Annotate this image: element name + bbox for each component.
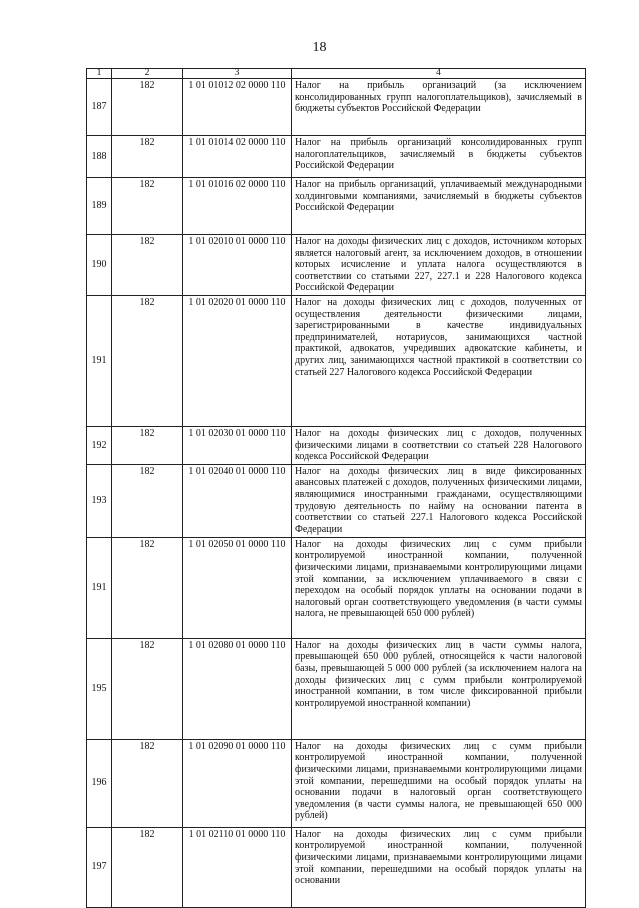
budget-classification-table — [86, 68, 586, 908]
table-row — [87, 235, 586, 296]
budget-classification-code: 1 01 01014 02 0000 110 — [183, 136, 292, 178]
budget-classification-code: 1 01 01016 02 0000 110 — [183, 178, 292, 235]
budget-classification-code: 1 01 01012 02 0000 110 — [183, 79, 292, 136]
row-number: 196 — [87, 739, 112, 827]
row-number: 197 — [87, 827, 112, 907]
income-description: Налог на доходы физических лиц в виде фиксированных авансовых платежей с доходов, полученных физическими лицами, являющимися иностранными гражданами, осуществляющими трудовую деятельность по найму на основании патента в соответствии со статьей 227.1 Налогового кодекса Российской Федерации — [292, 464, 586, 537]
admin-code: 182 — [112, 235, 183, 296]
table-header-row — [87, 69, 586, 79]
income-description: Налог на доходы физических лиц с сумм прибыли контролируемой иностранной компании, полученной физическими лицами, признаваемыми контролирующими лицами этой компании, за исключением уплачиваемого в связи с переходом на особый порядок уплаты на основании подачи в налоговый орган соответствующего уведомления (в части суммы налога, не превышающей 650 000 рублей) — [292, 537, 586, 638]
admin-code: 182 — [112, 739, 183, 827]
table-row — [87, 136, 586, 178]
row-number: 192 — [87, 426, 112, 464]
table-row — [87, 739, 586, 827]
row-number: 195 — [87, 638, 112, 739]
table-row — [87, 537, 586, 638]
page-number: 18 — [312, 40, 327, 55]
budget-classification-code: 1 01 02010 01 0000 110 — [183, 235, 292, 296]
admin-code: 182 — [112, 178, 183, 235]
table-row — [87, 638, 586, 739]
row-number: 193 — [87, 464, 112, 537]
table-row — [87, 464, 586, 537]
budget-classification-code: 1 01 02020 01 0000 110 — [183, 295, 292, 426]
admin-code: 182 — [112, 136, 183, 178]
row-number: 188 — [87, 136, 112, 178]
table-row — [87, 827, 586, 907]
budget-classification-code: 1 01 02050 01 0000 110 — [183, 537, 292, 638]
header-col-1: 1 — [87, 69, 112, 79]
row-number: 189 — [87, 178, 112, 235]
row-number: 191 — [87, 537, 112, 638]
income-description: Налог на доходы физических лиц в части суммы налога, превышающей 650 000 рублей, относящейся к части налоговой базы, превышающей 5 000 000 рублей (за исключением налога на доходы физических лиц с сумм прибыли контролируемой иностранной компании, в том числе фиксированной прибыли контролируемой иностранной компании) — [292, 638, 586, 739]
admin-code: 182 — [112, 295, 183, 426]
row-number: 190 — [87, 235, 112, 296]
table-row — [87, 178, 586, 235]
admin-code: 182 — [112, 79, 183, 136]
budget-classification-code: 1 01 02030 01 0000 110 — [183, 426, 292, 464]
header-col-2: 2 — [112, 69, 183, 79]
budget-classification-code: 1 01 02110 01 0000 110 — [183, 827, 292, 907]
table-row — [87, 79, 586, 136]
income-description: Налог на прибыль организаций консолидированных групп налогоплательщиков, зачисляемый в бюджеты субъектов Российской Федерации — [292, 136, 586, 178]
income-description: Налог на доходы физических лиц с доходов, полученных физическими лицами в соответствии со статьей 228 Налогового кодекса Российской Федерации — [292, 426, 586, 464]
income-description: Налог на доходы физических лиц с доходов, источником которых является налоговый агент, за исключением доходов, в отношении которых исчисление и уплата налога осуществляются в соответствии со статьями 227, 227.1 и 228 Налогового кодекса Российской Федерации — [292, 235, 586, 296]
income-description: Налог на доходы физических лиц с сумм прибыли контролируемой иностранной компании, полученной физическими лицами, признаваемыми контролирующими лицами этой компании, перешедшими на особый порядок уплаты на основании — [292, 827, 586, 907]
admin-code: 182 — [112, 426, 183, 464]
row-number: 187 — [87, 79, 112, 136]
income-description: Налог на доходы физических лиц с доходов, полученных от осуществления деятельности физическими лицами, зарегистрированными в качестве индивидуальных предпринимателей, нотариусов, занимающихся частной практикой, адвокатов, учредивших адвокатские кабинеты, и других лиц, занимающихся частной практикой в соответствии со статьей 227 Налогового кодекса Российской Федерации — [292, 295, 586, 426]
budget-classification-code: 1 01 02080 01 0000 110 — [183, 638, 292, 739]
income-description: Налог на доходы физических лиц с сумм прибыли контролируемой иностранной компании, полученной физическими лицами, признаваемыми контролирующими лицами этой компании, перешедшими на особый порядок уплаты на основании подачи в налоговый орган соответствующего уведомления (в части суммы налога, не превышающей 650 000 рублей) — [292, 739, 586, 827]
admin-code: 182 — [112, 638, 183, 739]
table-row — [87, 295, 586, 426]
table-row — [87, 426, 586, 464]
admin-code: 182 — [112, 464, 183, 537]
income-description: Налог на прибыль организаций, уплачиваемый международными холдинговыми компаниями, зачисляемый в бюджеты субъектов Российской Федерации — [292, 178, 586, 235]
admin-code: 182 — [112, 537, 183, 638]
header-col-3: 3 — [183, 69, 292, 79]
budget-classification-code: 1 01 02090 01 0000 110 — [183, 739, 292, 827]
header-col-4: 4 — [292, 69, 586, 79]
budget-classification-code: 1 01 02040 01 0000 110 — [183, 464, 292, 537]
row-number: 191 — [87, 295, 112, 426]
income-description: Налог на прибыль организаций (за исключением консолидированных групп налогоплательщиков), зачисляемый в бюджеты субъектов Российской Федерации — [292, 79, 586, 136]
admin-code: 182 — [112, 827, 183, 907]
